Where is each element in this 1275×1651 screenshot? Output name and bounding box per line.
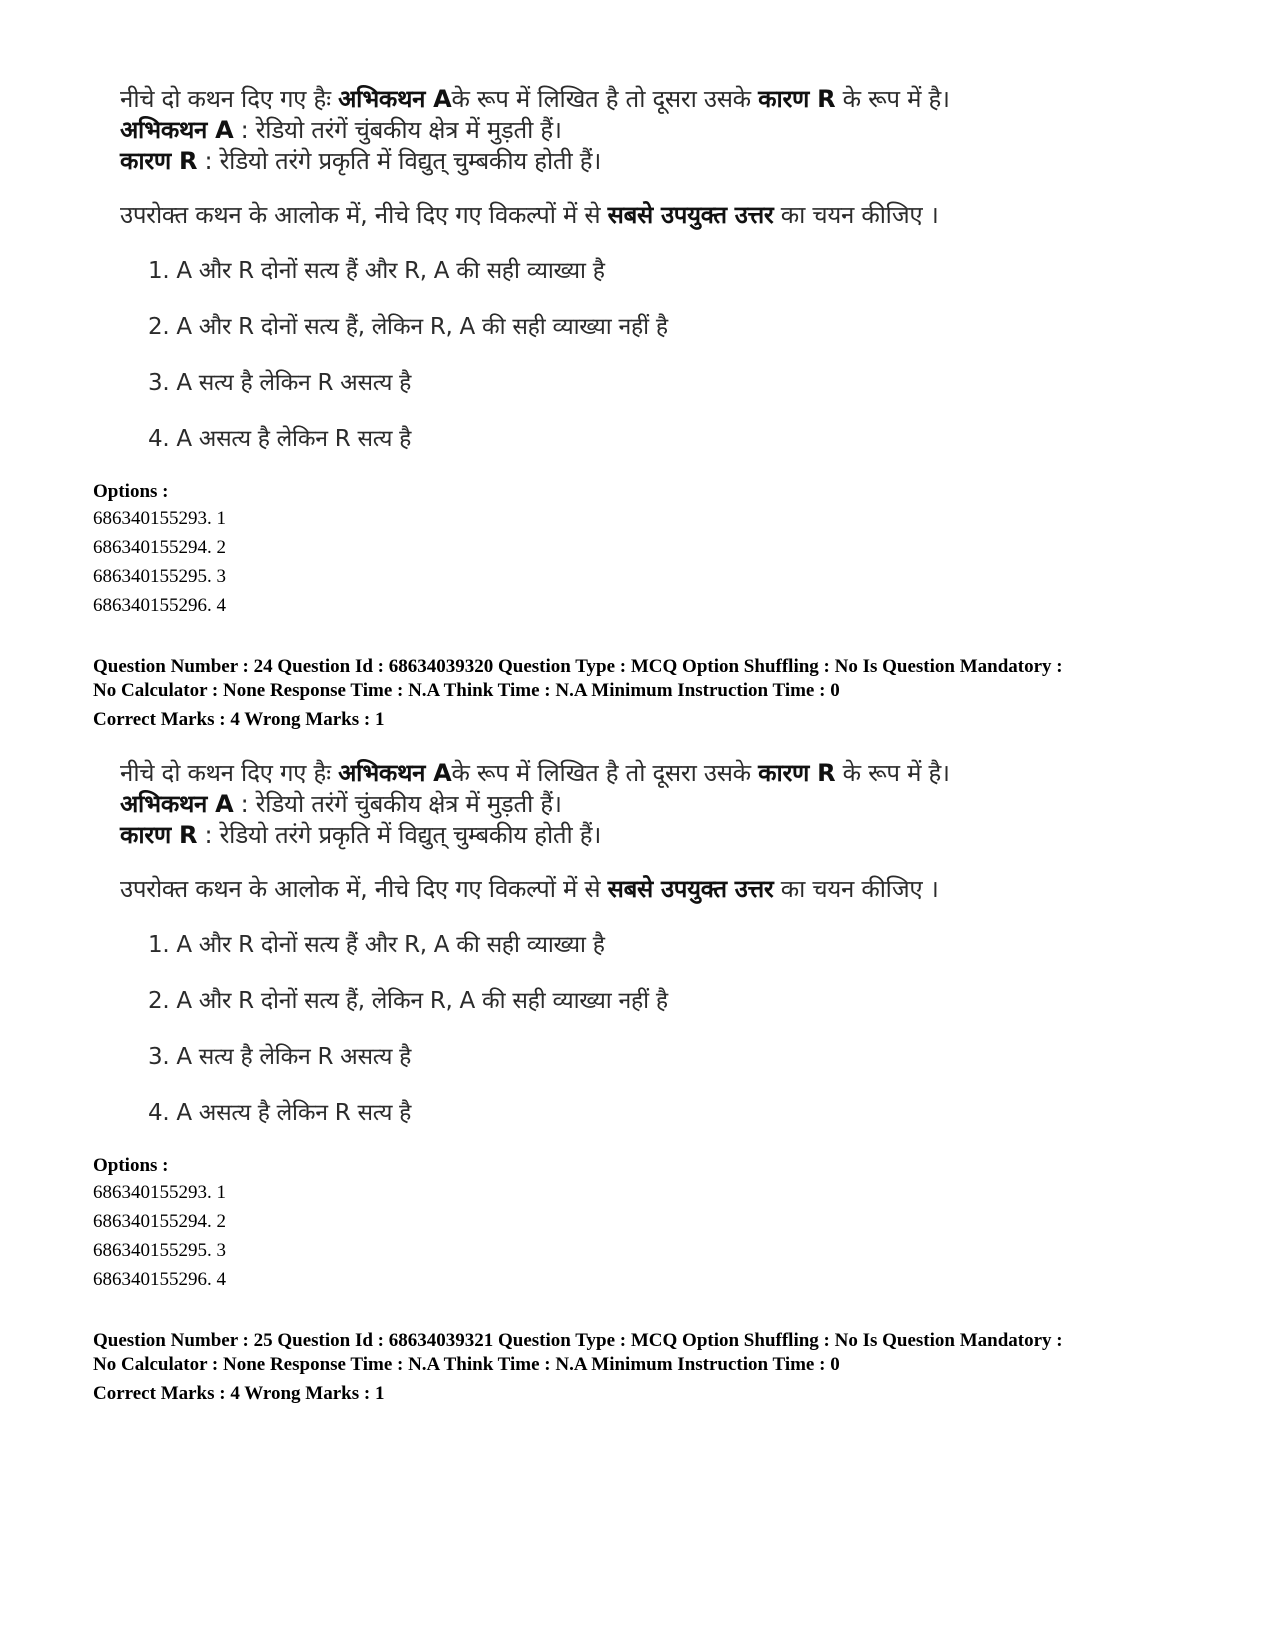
options-list [93,504,226,620]
instruction-line: उपरोक्त कथन के आलोक में, नीचे दिए गए विकल्पों में से सबसे उपयुक्त उत्तर का चयन कीजिए । [120,875,939,903]
question-intro: नीचे दो कथन दिए गए हैः अभिकथन Aके रूप में लिखित है तो दूसरा उसके कारण R के रूप में है। [120,85,950,113]
question-24-meta-line1: Question Number : 24 Question Id : 68634039320 Question Type : MCQ Option Shuffling : No Is Question Mandatory : [93,656,1063,677]
reason-line: कारण R : रेडियो तरंगे प्रकृति में विद्युत् चुम्बकीय होती हैं। [120,821,602,849]
instruction-line: उपरोक्त कथन के आलोक में, नीचे दिए गए विकल्पों में से सबसे उपयुक्त उत्तर का चयन कीजिए । [120,201,939,229]
question-25-meta-line1: Question Number : 25 Question Id : 68634039321 Question Type : MCQ Option Shuffling : No Is Question Mandatory : [93,1330,1063,1351]
options-heading: Options : [93,1155,169,1176]
assertion-line: अभिकथन A : रेडियो तरंगें चुंबकीय क्षेत्र में मुड़ती हैं। [120,790,562,818]
question-25-meta-line2: No Calculator : None Response Time : N.A Think Time : N.A Minimum Instruction Time : 0 [93,1354,840,1375]
option-item: 686340155295. 3 [93,566,226,587]
option-item: 686340155293. 1 [93,1182,226,1203]
choice-1: 1. A और R दोनों सत्य हैं और R, A की सही व्याख्या है [148,258,605,284]
choice-2: 2. A और R दोनों सत्य हैं, लेकिन R, A की सही व्याख्या नहीं है [148,314,668,340]
question-image-2 [112,758,1112,1138]
question-24-meta [93,655,1213,732]
question-25-meta [93,1329,1213,1406]
question-25-marks: Correct Marks : 4 Wrong Marks : 1 [93,1383,385,1404]
choice-4: 4. A असत्य है लेकिन R सत्य है [148,1100,412,1126]
choice-2: 2. A और R दोनों सत्य हैं, लेकिन R, A की सही व्याख्या नहीं है [148,988,668,1014]
question-24-meta-line2: No Calculator : None Response Time : N.A Think Time : N.A Minimum Instruction Time : 0 [93,680,840,701]
option-item: 686340155295. 3 [93,1240,226,1261]
choice-1: 1. A और R दोनों सत्य हैं और R, A की सही व्याख्या है [148,932,605,958]
choice-4: 4. A असत्य है लेकिन R सत्य है [148,426,412,452]
question-24-marks: Correct Marks : 4 Wrong Marks : 1 [93,709,385,730]
choice-3: 3. A सत्य है लेकिन R असत्य है [148,1044,412,1070]
choice-3: 3. A सत्य है लेकिन R असत्य है [148,370,412,396]
option-item: 686340155293. 1 [93,508,226,529]
options-list [93,1178,226,1294]
question-intro: नीचे दो कथन दिए गए हैः अभिकथन Aके रूप में लिखित है तो दूसरा उसके कारण R के रूप में है। [120,759,950,787]
option-item: 686340155296. 4 [93,595,226,616]
option-item: 686340155296. 4 [93,1269,226,1290]
reason-line: कारण R : रेडियो तरंगे प्रकृति में विद्युत् चुम्बकीय होती हैं। [120,147,602,175]
options-heading: Options : [93,481,169,502]
option-item: 686340155294. 2 [93,1211,226,1232]
option-item: 686340155294. 2 [93,537,226,558]
assertion-line: अभिकथन A : रेडियो तरंगें चुंबकीय क्षेत्र में मुड़ती हैं। [120,116,562,144]
question-image-1 [112,84,1112,464]
